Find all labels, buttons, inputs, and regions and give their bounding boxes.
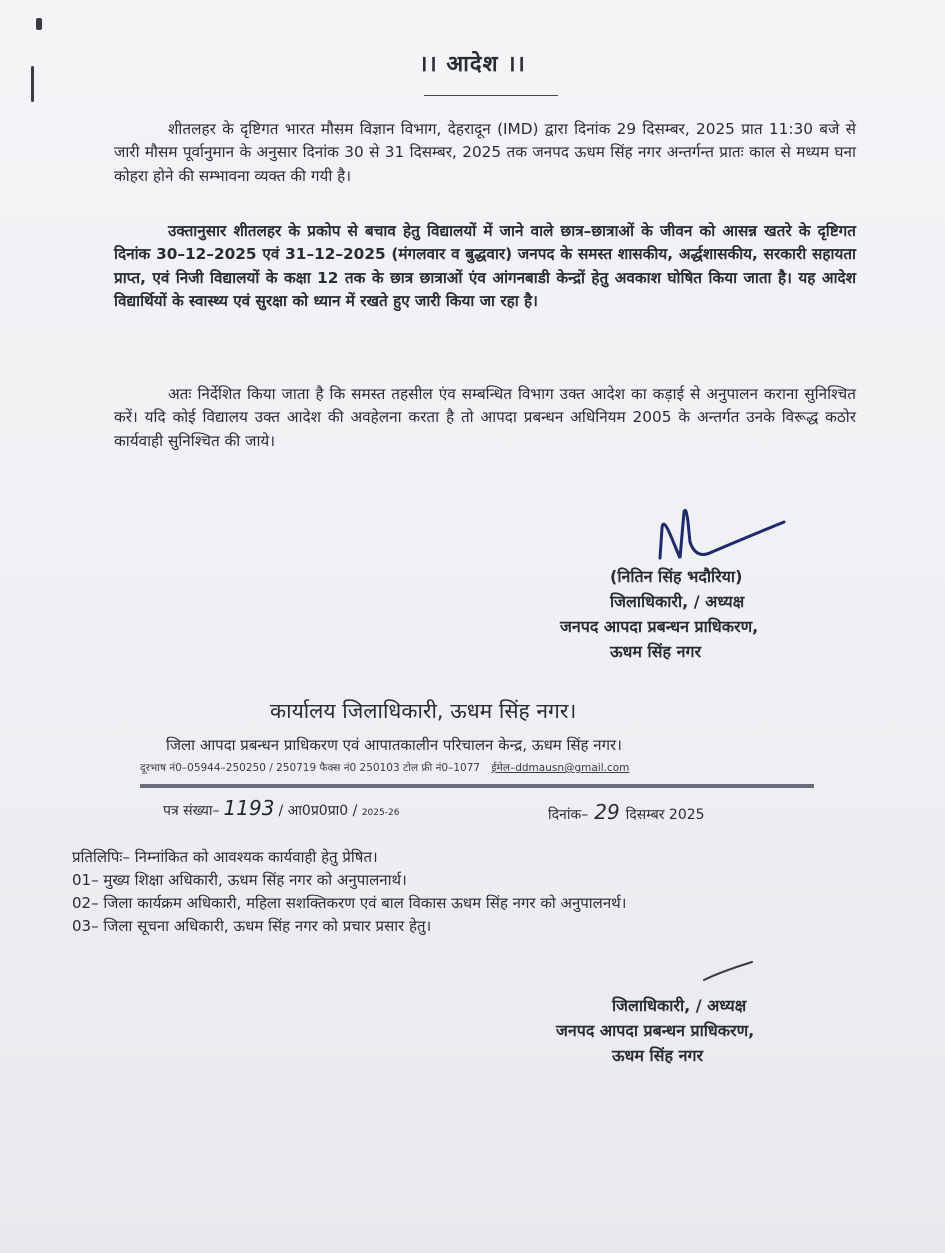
signatory2-designation: जिलाधिकारी, / अध्यक्ष [612,996,747,1015]
copy-intro: प्रतिलिपिः– निम्नांकित को आवश्यक कार्यवाही हेतु प्रेषित। [72,848,378,866]
order-paragraph-1: शीतलहर के दृष्टिगत भारत मौसम विज्ञान विभाग, देहरादून (IMD) द्वारा दिनांक 29 दिसम्बर, 2025 प्रात 11:30 बजे से जारी मौसम पूर्वानुमान के अनुसार दिनांक 30 से 31 दिसम्बर, 2025 तक जनपद ऊधम सिंह नगर अन्तर्गन्त प्रातः काल से मध्यम घना कोहरा होने की सम्भावना व्यक्त की गयी है। [114,120,856,185]
office-title: कार्यालय जिलाधिकारी, ऊधम सिंह नगर। [270,699,577,723]
office-divider [140,784,814,788]
office-contact [140,761,629,775]
list-item: 01– मुख्य शिक्षा अधिकारी, ऊधम सिंह नगर को अनुपालनार्थ। [72,871,407,889]
contact-numbers: दूरभाष नं0–05944–250250 / 250719 फैक्स नं0 250103 टोल फ्री नं0–1077 [140,762,481,774]
copy-list [72,846,872,938]
office-subtitle: जिला आपदा प्रबन्धन प्राधिकरण एवं आपातकालीन परिचालन केन्द्र, ऊधम सिंह नगर। [166,736,622,754]
order-title: ।। आदेश ।। [419,52,526,77]
title-underline [424,95,558,96]
signatory-place: ऊधम सिंह नगर [610,642,701,661]
signatory-designation: जिलाधिकारी, / अध्यक्ष [610,592,745,611]
letter-date [548,800,705,824]
signature-block [560,564,860,664]
signatory-name: (नितिन सिंह भदौरिया) [610,567,743,586]
signatory2-place: ऊधम सिंह नगर [612,1046,703,1065]
signature-block-2 [556,993,876,1068]
signatory-authority: जनपद आपदा प्रबन्धन प्राधिकरण, [560,617,759,636]
letter-number-label: पत्र संख्या– [163,803,220,819]
letter-date-rest: दिसम्बर 2025 [625,807,705,823]
letter-number [163,796,399,820]
letter-number-year: 2025-26 [361,808,400,818]
letter-date-day: 29 [594,800,620,824]
office-email: ईमेल–ddmausn@gmail.com [491,762,630,774]
list-item: 03– जिला सूचना अधिकारी, ऊधम सिंह नगर को प्रचार प्रसार हेतु। [72,917,432,935]
signature-mark [650,500,800,570]
signatory2-authority: जनपद आपदा प्रबन्धन प्राधिकरण, [556,1021,755,1040]
initial-mark [700,958,760,984]
letter-number-suffix: / आ0प्र0प्रा0 / [278,803,358,819]
order-paragraph-2: उक्तानुसार शीतलहर के प्रकोप से बचाव हेतु विद्यालयों में जाने वाले छात्र–छात्राओं के जीवन को आसन्न खतरे के दृष्टिगत दिनांक 30–12–2025 एवं 31–12–2025 (मंगलवार व बुद्धवार) जनपद के समस्त शासकीय, अर्द्धशासकीय, सरकारी सहायता प्राप्त, एवं निजी विद्यालयों के कक्षा 12 तक के छात्र छात्राओं एंव आंगनबाडी केन्द्रों हेतु अवकाश घोषित किया जाता है। यह आदेश विद्यार्थियों के स्वास्थ्य एवं सुरक्षा को ध्यान में रखते हुए जारी किया जा रहा है। [114,222,856,310]
letter-date-label: दिनांक– [548,807,589,823]
order-paragraph-3: अतः निर्देशित किया जाता है कि समस्त तहसील एंव सम्बन्धित विभाग उक्त आदेश का कड़ाई से अनुपालन कराना सुनिश्चित करें। यदि कोई विद्यालय उक्त आदेश की अवहेलना करता है तो आपदा प्रबन्धन अधिनियम 2005 के अन्तर्गत उनके विरूद्ध कठोर कार्यवाही सुनिश्चित की जाये। [114,385,856,450]
margin-mark [36,18,42,30]
letter-number-value: 1193 [223,796,275,820]
list-item: 02– जिला कार्यक्रम अधिकारी, महिला सशक्तिकरण एवं बाल विकास ऊधम सिंह नगर को अनुपालनर्थ। [72,894,627,912]
